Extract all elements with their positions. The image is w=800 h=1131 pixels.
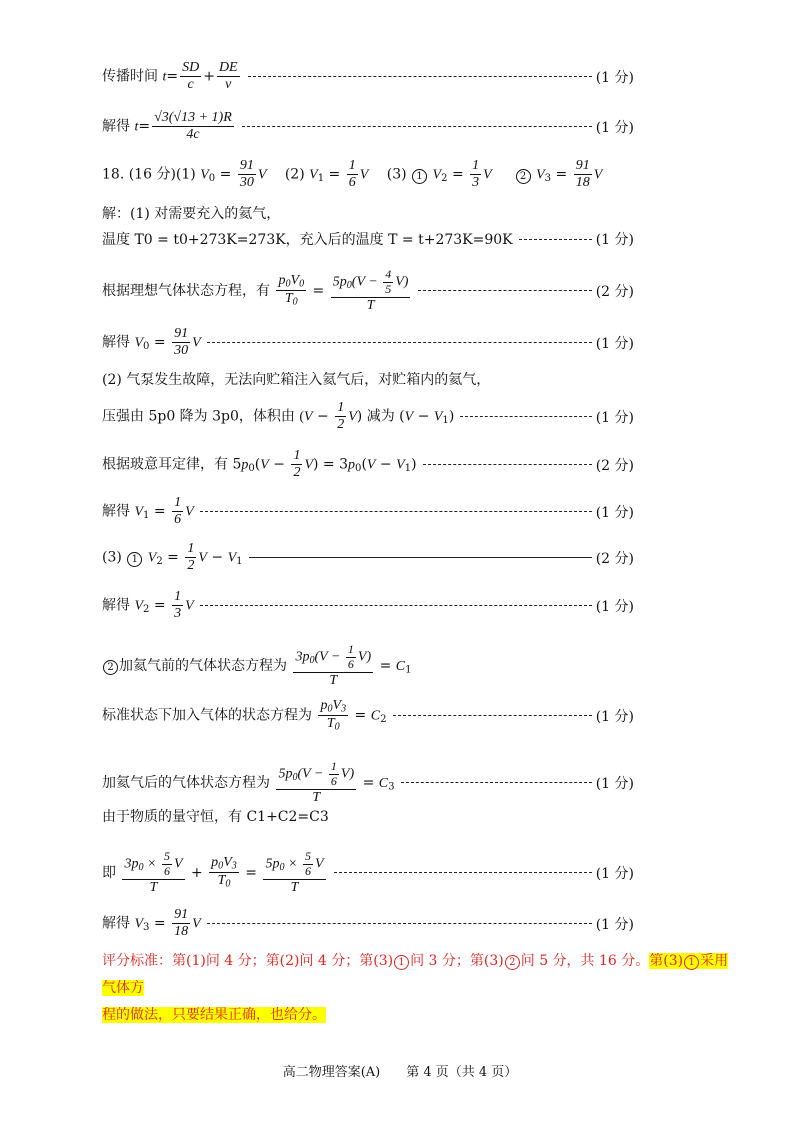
answer-summary: 18. (16 分)(1) $V_0$ = $\frac{91}{30}$ V (2) $V_1$ = $\frac{1}{6}$ V (3) 1 $V_2$ = $\frac{1}{3}$ V 2 $V_3$ = $\frac{91}{18}$ V xyxy=(102,158,603,191)
pressure-line: 压强由 5p0 降为 3p0，体积由 (V − $\frac{1}{2}$ V) 减为 $(V - V_1)$ (1 分) xyxy=(102,400,634,433)
after-equation-line: 加氦气后的气体状态方程为 $5p_0(V$ − $\frac{1}{6}$ V) T = $C_3$ (1 分) xyxy=(102,759,634,805)
label: 解得 xyxy=(102,118,130,135)
circle-one-icon: 1 xyxy=(412,169,427,184)
ideal-gas-line: 根据理想气体状态方程，有 $\frac{p_0V_0}{T_0}$ = $5p_0(V$ − $\frac{4}{5}$ V) T (2 分) xyxy=(102,267,634,313)
score: (1 分) xyxy=(595,69,634,86)
propagation-time-line: 传播时间 t= $\frac{SD}{c}$ + $\frac{DE}{v}$ (1 分) xyxy=(102,60,634,93)
before-equation: 2 加氦气前的气体状态方程为 $3p_0(V$ − $\frac{1}{6}$ V) T = $C_1$ xyxy=(102,643,412,689)
boyle-line: 根据玻意耳定律，有 $5p_0(V$ − $\frac{1}{2}$ $V) = 3p_0(V - V_1)$ (2 分) xyxy=(102,448,634,481)
circle-two-icon: 2 xyxy=(505,955,520,970)
standard-state-line: 标准状态下加入气体的状态方程为 $\frac{p_0V_3}{T_0}$ = $C_2$ (1 分) xyxy=(102,698,634,733)
circle-two-icon: 2 xyxy=(103,660,118,675)
solution-intro: 解：(1) 对需要充入的氦气， xyxy=(102,206,281,222)
grading-standard: 评分标准：第(1)问 4 分；第(2)问 4 分；第(3) 1 问 3 分；第(3) 2 问 5 分，共 16 分。第(3) 1 采用气体方 程的做法，只要结果正确，也给分。 xyxy=(102,953,729,1023)
circle-one-icon: 1 xyxy=(127,552,142,567)
conservation-text: 由于物质的量守恒，有 C1+C2=C3 xyxy=(102,809,329,825)
label: 传播时间 xyxy=(102,68,158,85)
page-footer: 高二物理答案(A) 第 4 页（共 4 页） xyxy=(282,1065,518,1080)
highlighted-note: 第(3) 1 采用气体方 程的做法，只要结果正确，也给分。 xyxy=(102,953,729,1023)
score: (1 分) xyxy=(595,119,634,136)
solve-v0-line: 解得 $V_0$ = $\frac{91}{30}$ V (1 分) xyxy=(102,326,634,359)
solve-v1-line: 解得 $V_1$ = $\frac{1}{6}$ V (1 分) xyxy=(102,495,634,528)
solve-v2-line: 解得 $V_2$ = $\frac{1}{3}$ V (1 分) xyxy=(102,589,634,622)
circle-one-icon: 1 xyxy=(394,955,409,970)
fault-text: (2) 气泵发生故障，无法向贮箱注入氦气后，对贮箱内的氦气， xyxy=(102,372,491,388)
solve-t-line: 解得 t= $\frac{√3(√13 + 1)R}{4c}$ (1 分) xyxy=(102,110,634,143)
combined-equation-line: 即 $3p_0$ × $\frac{5}{6}$ V T + $\frac{p_0V_3}{T_0}$ = $5p_0$ × $\frac{5}{6}$ V T (1 分) xyxy=(102,849,634,895)
solve-v3-line: 解得 $V_3$ = $\frac{91}{18}$ V (1 分) xyxy=(102,907,634,940)
circle-two-icon: 2 xyxy=(516,169,531,184)
q3-v2-line: (3) 1 $V_2$ = $\frac{1}{2}$ $V - V_1$ (2 分) xyxy=(102,541,634,574)
circle-one-icon: 1 xyxy=(684,955,699,970)
temperature-line: 温度 T0 = t0+273K=273K，充入后的温度 T = t+273K=90K (1 分) xyxy=(102,232,634,248)
